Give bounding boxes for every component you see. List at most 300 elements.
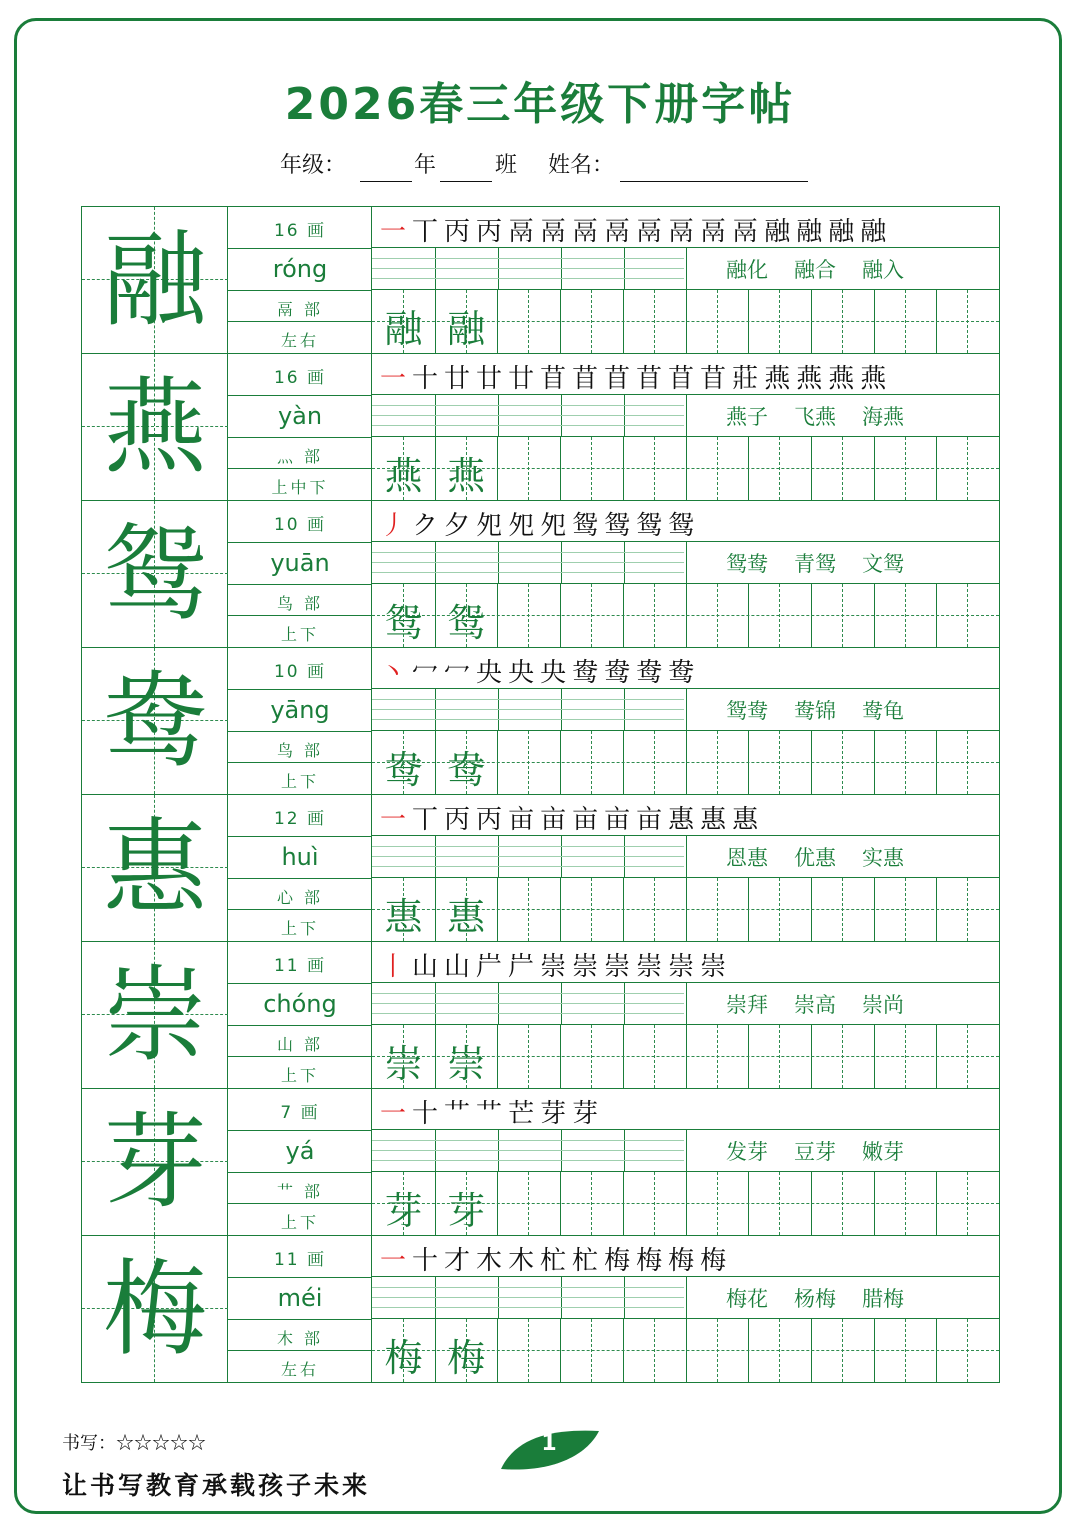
- word-example: 融合: [794, 258, 836, 282]
- stroke-step: 鬲: [700, 217, 733, 247]
- grid-line: [686, 983, 687, 1024]
- stroke-step: 廿: [444, 364, 477, 394]
- pinyin: yāng: [270, 696, 330, 724]
- stroke-step: 廿: [476, 364, 509, 394]
- stroke-order-row: [372, 795, 999, 836]
- word-example: 梅花: [726, 1287, 768, 1311]
- page-number: 1: [541, 1431, 557, 1456]
- stroke-order-row: [372, 648, 999, 689]
- stroke-order-sequence: [380, 1093, 604, 1130]
- stroke-order-row: [372, 207, 999, 248]
- stroke-step: 亩: [572, 805, 605, 835]
- character-row: [82, 207, 999, 354]
- divider: [228, 731, 372, 732]
- word-example: 嫩芽: [862, 1140, 904, 1164]
- trace-character: 崇: [447, 1042, 486, 1086]
- divider: [228, 1056, 372, 1057]
- words-row: [372, 395, 999, 437]
- model-character: 芽: [102, 1101, 207, 1223]
- word-example: 崇拜: [726, 993, 768, 1017]
- structure: 上下: [280, 919, 319, 938]
- trace-character: 融: [384, 307, 423, 351]
- words-row: [372, 248, 999, 290]
- name-label: 姓名：: [548, 153, 615, 178]
- stroke-step: 崇: [540, 952, 573, 982]
- trace-character: 鸳: [384, 601, 423, 645]
- stroke-step: 一: [380, 364, 413, 394]
- year-label: 年: [414, 153, 437, 178]
- pinyin-guide-line: [372, 866, 684, 867]
- stroke-step: 杧: [540, 1246, 573, 1276]
- trace-character: 融: [447, 307, 486, 351]
- pinyin-guide-line: [372, 405, 684, 406]
- slogan: 让书写教育承载孩子未来: [62, 1471, 371, 1500]
- divider: [228, 1172, 372, 1173]
- stroke-step: 融: [796, 217, 829, 247]
- character-row: [82, 648, 999, 795]
- pinyin-guide-line: [372, 1013, 684, 1014]
- radical: 灬 部: [276, 447, 324, 466]
- stroke-step: 梅: [668, 1246, 701, 1276]
- grid-line: [686, 248, 687, 289]
- stroke-step: 丙: [476, 805, 509, 835]
- stroke-step: 梅: [700, 1246, 733, 1276]
- stroke-step: 融: [860, 217, 893, 247]
- model-character: 燕: [102, 366, 207, 488]
- stroke-order-sequence: [380, 652, 700, 689]
- model-character-cell: [82, 1236, 228, 1382]
- pinyin-guide-line: [372, 719, 684, 720]
- stroke-step: 鬲: [636, 217, 669, 247]
- word-example: 鸳鸯: [726, 552, 768, 576]
- radical: 鸟 部: [276, 741, 324, 760]
- stroke-step: 惠: [732, 805, 765, 835]
- pinyin-guide-line: [372, 1003, 684, 1004]
- divider: [228, 1277, 372, 1278]
- stroke-step: 鸯: [668, 658, 701, 688]
- structure: 上下: [280, 1213, 319, 1232]
- model-character: 梅: [102, 1248, 207, 1370]
- grid-line: [686, 1130, 687, 1171]
- rating: 书写：☆☆☆☆☆: [62, 1433, 206, 1454]
- model-character-cell: [82, 354, 228, 500]
- word-examples: [726, 401, 930, 431]
- stroke-step: 燕: [796, 364, 829, 394]
- model-character: 崇: [102, 954, 207, 1076]
- words-row: [372, 836, 999, 878]
- pinyin-guide-line: [372, 1287, 684, 1288]
- divider: [228, 1350, 372, 1351]
- stroke-step: 亩: [540, 805, 573, 835]
- grid-line: [686, 1277, 687, 1318]
- pinyin-guide-line: [372, 846, 684, 847]
- character-row: [82, 501, 999, 648]
- word-example: 恩惠: [726, 846, 768, 870]
- divider: [228, 468, 372, 469]
- trace-character: 惠: [447, 895, 486, 939]
- trace-character: 燕: [384, 454, 423, 498]
- word-example: 鸯龟: [862, 699, 904, 723]
- stroke-order-sequence: [380, 505, 700, 542]
- character-info: [228, 1089, 372, 1235]
- word-example: 鸳鸯: [726, 699, 768, 723]
- divider: [228, 321, 372, 322]
- pinyin: yá: [285, 1137, 315, 1165]
- stroke-step: 屵: [508, 952, 541, 982]
- word-example: 飞燕: [794, 405, 836, 429]
- stroke-step: 鬲: [604, 217, 637, 247]
- model-character: 融: [102, 219, 207, 341]
- stroke-order-row: [372, 1089, 999, 1130]
- pinyin-guide-line: [372, 268, 684, 269]
- divider: [228, 1025, 372, 1026]
- class-label: 班: [495, 153, 518, 178]
- stroke-step: 亩: [508, 805, 541, 835]
- stroke-step: 夕: [444, 511, 477, 541]
- stroke-step: 亩: [604, 805, 637, 835]
- grid-line: [686, 395, 687, 436]
- trace-character: 崇: [384, 1042, 423, 1086]
- stroke-count: 16 画: [273, 368, 327, 388]
- word-example: 鸯锦: [794, 699, 836, 723]
- words-row: [372, 1277, 999, 1319]
- stroke-order-row: [372, 501, 999, 542]
- stroke-order-row: [372, 354, 999, 395]
- writing-grid[interactable]: [372, 1025, 999, 1088]
- trace-character: 鸯: [447, 748, 486, 792]
- stroke-step: 鸳: [604, 511, 637, 541]
- character-info: [228, 648, 372, 794]
- stroke-step: 惠: [700, 805, 733, 835]
- structure: 上下: [280, 772, 319, 791]
- divider: [228, 584, 372, 585]
- divider: [228, 1319, 372, 1320]
- divider: [228, 1130, 372, 1131]
- writing-grid[interactable]: [372, 437, 999, 500]
- radical: 艹 部: [276, 1182, 324, 1201]
- word-example: 崇尚: [862, 993, 904, 1017]
- model-character: 鸯: [102, 660, 207, 782]
- stroke-count: 11 画: [273, 1250, 327, 1270]
- stroke-step: 苜: [700, 364, 733, 394]
- writing-grid[interactable]: [372, 731, 999, 794]
- model-character: 惠: [102, 807, 207, 929]
- word-examples: [726, 548, 930, 578]
- pinyin: chóng: [263, 990, 337, 1018]
- grid-line: [686, 836, 687, 877]
- character-row: [82, 795, 999, 942]
- stroke-step: 丿: [380, 511, 413, 541]
- word-example: 文鸳: [862, 552, 904, 576]
- stroke-step: 芒: [508, 1099, 541, 1129]
- structure: 上下: [280, 625, 319, 644]
- stroke-count: 10 画: [273, 662, 327, 682]
- stroke-step: 燕: [828, 364, 861, 394]
- stroke-count: 16 画: [273, 221, 327, 241]
- word-examples: [726, 1283, 930, 1313]
- stroke-step: 芽: [540, 1099, 573, 1129]
- divider: [228, 689, 372, 690]
- writing-grid[interactable]: [372, 290, 999, 353]
- pinyin: yàn: [277, 402, 323, 430]
- pinyin-guide-line: [372, 699, 684, 700]
- stroke-order-sequence: [380, 211, 892, 248]
- pinyin-guide-line: [372, 1160, 684, 1161]
- stroke-step: 央: [508, 658, 541, 688]
- trace-character: 梅: [447, 1336, 486, 1380]
- character-info: [228, 207, 372, 353]
- divider: [228, 836, 372, 837]
- word-example: 融入: [862, 258, 904, 282]
- stroke-step: 冖: [444, 658, 477, 688]
- writing-grid[interactable]: [372, 584, 999, 647]
- stroke-step: 苜: [540, 364, 573, 394]
- page-title: 2026春三年级下册字帖: [284, 79, 796, 130]
- word-example: 崇高: [794, 993, 836, 1017]
- structure: 上中下: [271, 478, 329, 497]
- writing-grid[interactable]: [372, 878, 999, 941]
- character-row: [82, 1236, 999, 1383]
- radical: 鸟 部: [276, 594, 324, 613]
- divider: [228, 290, 372, 291]
- stroke-step: 丅: [412, 805, 445, 835]
- character-info: [228, 1236, 372, 1382]
- stroke-step: 十: [412, 1099, 445, 1129]
- word-example: 发芽: [726, 1140, 768, 1164]
- stroke-order-row: [372, 942, 999, 983]
- stroke-step: 鸯: [636, 658, 669, 688]
- pinyin: méi: [277, 1284, 323, 1312]
- stroke-step: 梅: [636, 1246, 669, 1276]
- stroke-step: 十: [412, 1246, 445, 1276]
- word-examples: [726, 695, 930, 725]
- trace-character: 鸯: [384, 748, 423, 792]
- stroke-step: 鬲: [668, 217, 701, 247]
- structure: 上下: [280, 1066, 319, 1085]
- stroke-step: 一: [380, 1099, 413, 1129]
- pinyin-guide-line: [372, 425, 684, 426]
- trace-character: 惠: [384, 895, 423, 939]
- pinyin-guide-line: [372, 278, 684, 279]
- stroke-count: 12 画: [273, 809, 327, 829]
- stroke-step: 艹: [476, 1099, 509, 1129]
- divider: [228, 909, 372, 910]
- stroke-step: 夗: [476, 511, 509, 541]
- pinyin-guide-line: [372, 709, 684, 710]
- stroke-step: 亩: [636, 805, 669, 835]
- writing-grid[interactable]: [372, 1319, 999, 1382]
- grade-label: 年级：: [280, 153, 347, 178]
- stroke-order-sequence: [380, 1240, 732, 1277]
- word-example: 杨梅: [794, 1287, 836, 1311]
- character-info: [228, 501, 372, 647]
- radical: 木 部: [276, 1329, 324, 1348]
- pinyin-guide-line: [372, 562, 684, 563]
- stroke-step: 崇: [700, 952, 733, 982]
- trace-character: 芽: [447, 1189, 486, 1233]
- trace-character: 燕: [447, 454, 486, 498]
- character-info: [228, 942, 372, 1088]
- stroke-step: 燕: [764, 364, 797, 394]
- word-example: 实惠: [862, 846, 904, 870]
- stroke-step: 融: [828, 217, 861, 247]
- word-example: 豆芽: [794, 1140, 836, 1164]
- stroke-order-sequence: [380, 358, 892, 395]
- stroke-step: 鸳: [636, 511, 669, 541]
- trace-character: 梅: [384, 1336, 423, 1380]
- stroke-order-row: [372, 1236, 999, 1277]
- stroke-step: 苜: [668, 364, 701, 394]
- stroke-count: 10 画: [273, 515, 327, 535]
- stroke-step: 鸳: [668, 511, 701, 541]
- grade-blank[interactable]: [360, 181, 412, 182]
- stroke-step: 燕: [860, 364, 893, 394]
- word-examples: [726, 254, 930, 284]
- divider: [228, 248, 372, 249]
- pinyin-guide-line: [372, 572, 684, 573]
- divider: [228, 615, 372, 616]
- divider: [228, 983, 372, 984]
- stroke-step: 融: [764, 217, 797, 247]
- stroke-order-sequence: [380, 946, 732, 983]
- model-character: 鸳: [102, 513, 207, 635]
- stroke-step: 艹: [444, 1099, 477, 1129]
- words-row: [372, 1130, 999, 1172]
- stroke-step: 苜: [636, 364, 669, 394]
- model-character-cell: [82, 648, 228, 794]
- stroke-count: 11 画: [273, 956, 327, 976]
- divider: [228, 395, 372, 396]
- word-example: 青鸳: [794, 552, 836, 576]
- stroke-step: 鸯: [604, 658, 637, 688]
- pinyin: yuān: [270, 549, 330, 577]
- model-character-cell: [82, 1089, 228, 1235]
- stroke-step: 木: [508, 1246, 541, 1276]
- word-example: 优惠: [794, 846, 836, 870]
- grid-line: [686, 689, 687, 730]
- pinyin-guide-line: [372, 415, 684, 416]
- stroke-step: 才: [444, 1246, 477, 1276]
- model-character-cell: [82, 795, 228, 941]
- stroke-step: 夗: [508, 511, 541, 541]
- character-row: [82, 1089, 999, 1236]
- stroke-step: 鸳: [572, 511, 605, 541]
- character-info: [228, 354, 372, 500]
- stroke-step: 杧: [572, 1246, 605, 1276]
- stroke-order-sequence: [380, 799, 764, 836]
- word-examples: [726, 1136, 930, 1166]
- word-example: 融化: [726, 258, 768, 282]
- name-blank[interactable]: [620, 181, 808, 182]
- stroke-step: 鬲: [732, 217, 765, 247]
- pinyin: róng: [272, 255, 328, 283]
- words-row: [372, 689, 999, 731]
- stroke-step: 惠: [668, 805, 701, 835]
- stroke-step: 山: [412, 952, 445, 982]
- stroke-step: 崇: [604, 952, 637, 982]
- stroke-step: 鸯: [572, 658, 605, 688]
- stroke-step: 央: [476, 658, 509, 688]
- pinyin-guide-line: [372, 993, 684, 994]
- model-character-cell: [82, 942, 228, 1088]
- stroke-step: 廿: [508, 364, 541, 394]
- pinyin: huì: [281, 843, 319, 871]
- stroke-step: 丅: [412, 217, 445, 247]
- stroke-step: 苜: [604, 364, 637, 394]
- character-row: [82, 942, 999, 1089]
- pinyin-guide-line: [372, 1307, 684, 1308]
- stroke-step: 崇: [668, 952, 701, 982]
- divider: [228, 437, 372, 438]
- radical: 山 部: [276, 1035, 324, 1054]
- stroke-step: 央: [540, 658, 573, 688]
- stroke-step: 芽: [572, 1099, 605, 1129]
- word-example: 海燕: [862, 405, 904, 429]
- pinyin-guide-line: [372, 1297, 684, 1298]
- stroke-step: 苜: [572, 364, 605, 394]
- structure: 左右: [280, 331, 319, 350]
- words-row: [372, 542, 999, 584]
- model-character-cell: [82, 501, 228, 647]
- stroke-step: 丙: [444, 805, 477, 835]
- divider: [228, 1203, 372, 1204]
- pinyin-guide-line: [372, 1140, 684, 1141]
- words-row: [372, 983, 999, 1025]
- trace-character: 鸳: [447, 601, 486, 645]
- pinyin-guide-line: [372, 552, 684, 553]
- stroke-step: 崇: [572, 952, 605, 982]
- stroke-step: 山: [444, 952, 477, 982]
- stroke-step: 丨: [380, 952, 413, 982]
- pinyin-guide-line: [372, 258, 684, 259]
- stroke-step: 丙: [476, 217, 509, 247]
- stroke-step: 鬲: [508, 217, 541, 247]
- stroke-count: 7 画: [280, 1103, 320, 1123]
- word-example: 燕子: [726, 405, 768, 429]
- stroke-step: 崇: [636, 952, 669, 982]
- divider: [228, 762, 372, 763]
- trace-character: 芽: [384, 1189, 423, 1233]
- word-examples: [726, 989, 930, 1019]
- class-blank[interactable]: [440, 181, 492, 182]
- divider: [228, 542, 372, 543]
- radical: 鬲 部: [276, 300, 324, 319]
- practice-sheet: [81, 206, 1000, 1383]
- divider: [228, 878, 372, 879]
- stroke-step: 一: [380, 1246, 413, 1276]
- writing-grid[interactable]: [372, 1172, 999, 1235]
- structure: 左右: [280, 1360, 319, 1379]
- stroke-step: 丶: [380, 658, 413, 688]
- stroke-step: 木: [476, 1246, 509, 1276]
- stroke-step: 一: [380, 217, 413, 247]
- word-examples: [726, 842, 930, 872]
- stroke-step: 十: [412, 364, 445, 394]
- stroke-step: ク: [412, 511, 445, 541]
- stroke-step: 一: [380, 805, 413, 835]
- stroke-step: 冖: [412, 658, 445, 688]
- stroke-step: 鬲: [540, 217, 573, 247]
- model-character-cell: [82, 207, 228, 353]
- pinyin-guide-line: [372, 1150, 684, 1151]
- stroke-step: 夗: [540, 511, 573, 541]
- stroke-step: 梅: [604, 1246, 637, 1276]
- stroke-step: 屵: [476, 952, 509, 982]
- pinyin-guide-line: [372, 856, 684, 857]
- grid-line: [686, 542, 687, 583]
- character-row: [82, 354, 999, 501]
- stroke-step: 莊: [732, 364, 765, 394]
